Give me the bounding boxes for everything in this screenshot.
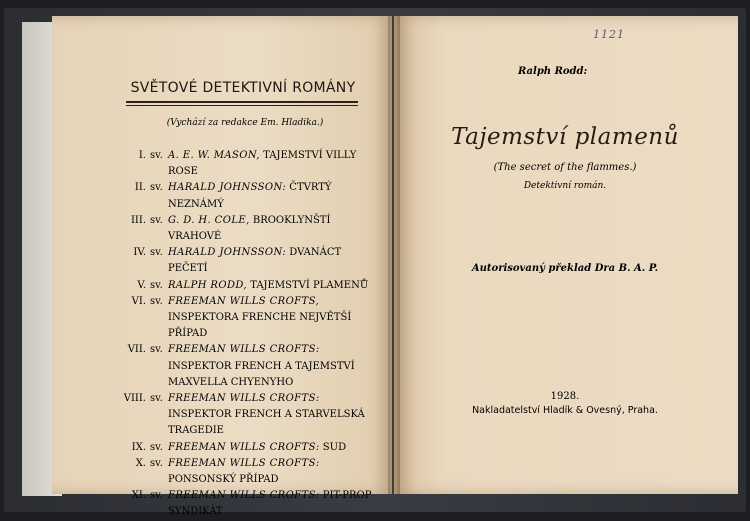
item-sv: sv. (150, 344, 163, 356)
book-genre: Detektivní román. (523, 181, 607, 191)
editor-note: (Vychází za redakce Em. Hladika.) (166, 118, 324, 128)
item-number: III. (130, 214, 146, 226)
publisher: Nakladatelství Hladík & Ovesný, Praha. (472, 405, 658, 416)
publication-year: 1928. (550, 391, 580, 402)
item-number: VIII. (123, 393, 146, 405)
right-page (394, 16, 738, 494)
series-title: SVĚTOVÉ DETEKTIVNÍ ROMÁNY (130, 80, 356, 96)
title-rule-thick (126, 101, 358, 103)
item-author: G. D. H. COLE, (168, 214, 250, 226)
book-subtitle: (The secret of the flammes.) (493, 162, 637, 173)
series-item (118, 213, 378, 245)
item-author: FREEMAN WILLS CROFTS: (168, 441, 320, 453)
item-sv: sv. (150, 393, 163, 405)
item-sv: sv. (150, 295, 163, 307)
item-sv: sv. (150, 441, 163, 453)
item-sv: sv. (150, 457, 163, 469)
item-author: FREEMAN WILLS CROFTS: (168, 457, 320, 469)
item-author: FREEMAN WILLS CROFTS: (168, 393, 320, 405)
pencil-mark: 1121 (593, 28, 625, 41)
series-item (118, 342, 378, 391)
item-title: SUD (322, 441, 347, 453)
item-sv: sv. (150, 182, 163, 194)
item-author: FREEMAN WILLS CROFTS: (168, 490, 320, 502)
series-item (118, 488, 378, 520)
item-sv: sv. (150, 247, 163, 259)
item-title: PIT-PROP SYNDIKÁT (168, 490, 372, 518)
series-item (118, 440, 378, 456)
item-sv: sv. (150, 490, 163, 502)
item-title: DVANÁCT PEČETÍ (168, 247, 342, 275)
item-title: INSPEKTOR FRENCH A TAJEMSTVÍ MAXVELLA CHYENYHO (168, 360, 355, 388)
series-item (118, 456, 378, 488)
item-number: II. (134, 182, 146, 194)
series-item (118, 148, 378, 180)
item-number: V. (137, 279, 146, 291)
title-rule-thin (126, 105, 358, 106)
series-list (118, 148, 378, 521)
item-title: BROOKLYNŠTÍ VRAHOVÉ (168, 214, 331, 243)
book-author: Ralph Rodd: (518, 66, 588, 77)
book-gutter (388, 16, 400, 494)
item-author: FREEMAN WILLS CROFTS: (168, 344, 320, 356)
item-title: TAJEMSTVÍ PLAMENŮ (250, 279, 369, 291)
translator-note: Autorisovaný překlad Dra B. A. P. (471, 263, 659, 274)
series-item (118, 294, 378, 343)
item-number: I. (138, 150, 146, 161)
item-number: VI. (131, 295, 146, 307)
item-author: HARALD JOHNSSON: (168, 182, 287, 194)
item-sv: sv. (150, 150, 163, 161)
item-number: VII. (127, 344, 146, 356)
item-author: RALPH RODD, (168, 279, 248, 291)
item-number: IV. (133, 247, 146, 259)
item-title: ČTVRTÝ NEZNÁMÝ (168, 182, 332, 210)
item-author: A. E. W. MASON, (168, 150, 260, 161)
item-author: FREEMAN WILLS CROFTS, (168, 295, 320, 307)
item-title: PONSONSKÝ PŘÍPAD (168, 474, 279, 486)
item-title: INSPEKTORA FRENCHE NEJVĚTŠÍ PŘÍPAD (168, 312, 352, 340)
series-item (118, 180, 378, 212)
item-number: IX. (131, 441, 146, 453)
series-item (118, 278, 378, 294)
item-sv: sv. (150, 214, 163, 226)
item-title: INSPEKTOR FRENCH A STARVELSKÁ TRAGEDIE (168, 409, 365, 437)
series-item (118, 391, 378, 440)
item-number: X. (135, 457, 146, 469)
item-number: XI. (131, 490, 146, 502)
item-title: TAJEMSTVÍ VILLY ROSE (168, 150, 357, 178)
item-sv: sv. (150, 279, 163, 291)
book-title: Tajemství plamenů (451, 124, 679, 150)
series-item (118, 245, 378, 277)
item-author: HARALD JOHNSSON: (168, 247, 287, 259)
